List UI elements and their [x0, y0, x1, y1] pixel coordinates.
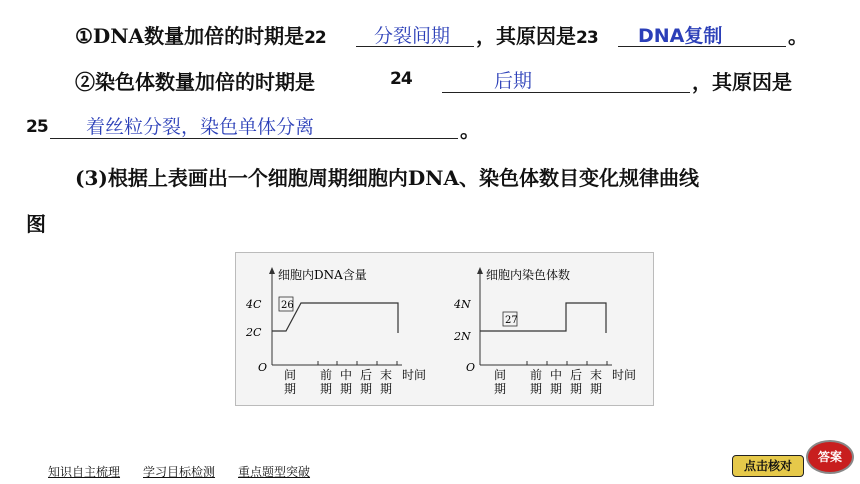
svg-text:期: 期	[340, 382, 353, 396]
chromosome-number-graph	[453, 267, 636, 396]
svg-text:前: 前	[530, 368, 543, 382]
check-answer-button[interactable]: 点击核对	[732, 455, 804, 477]
svg-text:后: 后	[570, 368, 583, 382]
blank-number-23: 23	[576, 28, 598, 48]
footer-link-learning-check[interactable]: 学习目标检测	[143, 465, 216, 479]
line1-prefix: ①DNA数量加倍的时期是	[75, 24, 305, 48]
question-part-3-cont: 图	[26, 212, 46, 236]
footer-link-knowledge[interactable]: 知识自主梳理	[48, 465, 121, 479]
answer-24: 后期	[494, 70, 533, 92]
svg-text:末: 末	[590, 368, 603, 382]
svg-text:前: 前	[320, 368, 333, 382]
svg-text:期: 期	[550, 382, 563, 396]
blank-number-24: 24	[390, 69, 412, 89]
left-tick-2c: 2C	[246, 326, 262, 339]
line1-end: 。	[788, 24, 808, 48]
right-x-labels	[494, 367, 636, 396]
svg-text:时间: 时间	[402, 368, 427, 382]
line3-end: 。	[460, 118, 480, 142]
question-line-2: ②染色体数量加倍的时期是	[75, 70, 315, 94]
svg-text:期: 期	[380, 382, 393, 396]
svg-text:间: 间	[494, 368, 507, 382]
answer-23: DNA复制	[638, 25, 723, 47]
svg-text:期: 期	[570, 382, 583, 396]
left-tick-4c: 4C	[246, 298, 262, 311]
svg-text:后: 后	[360, 368, 373, 382]
svg-text:期: 期	[494, 382, 507, 396]
question-line-1	[75, 20, 326, 49]
right-y-arrow	[477, 267, 483, 274]
chromosome-curve	[480, 303, 606, 333]
svg-text:期: 期	[360, 382, 373, 396]
svg-text:期: 期	[320, 382, 333, 396]
answer-22: 分裂间期	[374, 25, 451, 47]
left-y-arrow	[269, 267, 275, 274]
right-box-label: 27	[505, 315, 518, 326]
footer-link-key-types[interactable]: 重点题型突破	[238, 465, 311, 479]
left-origin: O	[258, 361, 268, 374]
dna-content-graph	[245, 267, 426, 396]
svg-text:期: 期	[590, 382, 603, 396]
svg-text:时间: 时间	[612, 368, 637, 382]
blank-number-25: 25	[26, 117, 48, 137]
left-title: 细胞内DNA含量	[278, 268, 367, 282]
right-origin: O	[466, 361, 476, 374]
question-part-3: (3)根据上表画出一个细胞周期细胞内DNA、染色体数目变化规律曲线	[75, 166, 699, 190]
blank-24	[442, 66, 690, 93]
svg-text:间: 间	[284, 368, 297, 382]
right-tick-4n: 4N	[454, 298, 471, 311]
graph-figure	[235, 252, 654, 406]
blank-number-22: 22	[304, 28, 326, 48]
left-x-labels	[284, 367, 426, 396]
answer-badge-button[interactable]: 答案	[806, 440, 854, 474]
svg-text:期: 期	[284, 382, 297, 396]
left-box-label: 26	[281, 300, 294, 311]
right-title: 细胞内染色体数	[486, 268, 571, 282]
svg-text:期: 期	[530, 382, 543, 396]
right-tick-2n: 2N	[454, 330, 471, 343]
svg-text:中: 中	[340, 368, 353, 382]
line2-mid: ，其原因是	[692, 70, 792, 94]
svg-text:中: 中	[550, 368, 563, 382]
svg-text:末: 末	[380, 368, 393, 382]
answer-25: 着丝粒分裂，染色单体分离	[86, 116, 315, 138]
line1-mid: ，其原因是23	[476, 24, 598, 48]
